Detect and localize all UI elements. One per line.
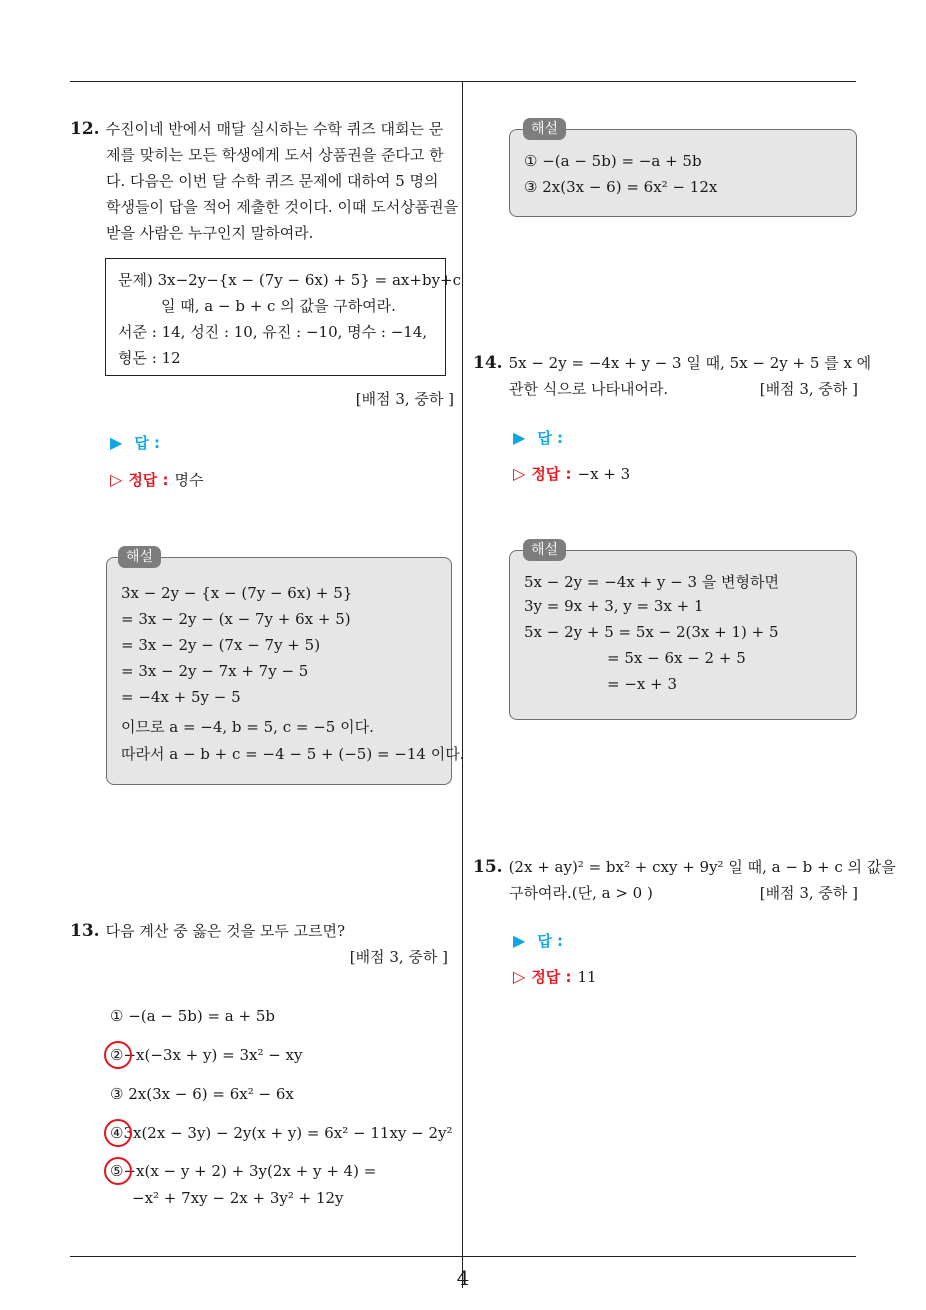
answer-label: 답 : (134, 434, 161, 452)
outline-triangle-icon: ▷ (513, 967, 526, 986)
solution-line: = 3x − 2y − (7x − 7y + 5) (121, 636, 321, 654)
choice-mark: ① (110, 1007, 124, 1025)
question-text-line: 관한 식으로 나타내어라. (509, 380, 669, 398)
correct-answer-row (110, 469, 204, 490)
answer-circle-mark (104, 1157, 132, 1185)
solution-box (106, 557, 465, 785)
choice-mark: ③ (110, 1085, 124, 1103)
choice-text: −(a − 5b) = a + 5b (128, 1007, 275, 1025)
problem-line: 서준 : 14, 성진 : 10, 유진 : −10, 명수 : −14, (118, 323, 428, 341)
solution-line: 따라서 a − b + c = −4 − 5 + (−5) = −14 이다. (121, 745, 465, 763)
question-text-line: 다음 계산 중 옳은 것을 모두 고르면? (105, 922, 346, 940)
answer-row (513, 427, 563, 448)
choice-3 (110, 1085, 294, 1103)
outline-triangle-icon: ▷ (513, 464, 526, 483)
top-rule (70, 81, 856, 82)
correct-answer-row (513, 463, 630, 484)
question-number: 14. (473, 353, 503, 373)
answer-label: 답 : (537, 429, 564, 447)
question-text-line: 받을 사람은 누구인지 말하여라. (106, 224, 314, 242)
choice-text: −x(−3x + y) = 3x² − xy (123, 1046, 303, 1064)
choice-2 (110, 1046, 303, 1064)
problem-box (105, 258, 462, 376)
choice-1 (110, 1007, 275, 1025)
question-text-line: 다. 다음은 이번 달 수학 퀴즈 문제에 대하여 5 명의 (106, 172, 439, 190)
correct-answer-label: 정답 : (531, 465, 572, 483)
question-text-line: 수진이네 반에서 매달 실시하는 수학 퀴즈 대회는 문 (105, 120, 444, 138)
outline-triangle-icon: ▷ (110, 470, 123, 489)
solution-box (509, 550, 857, 720)
choice-5 (110, 1162, 376, 1180)
solution-line: ① −(a − 5b) = −a + 5b (524, 152, 702, 170)
question-text-line: 제를 맞히는 모든 학생에게 도서 상품권을 준다고 한 (106, 146, 444, 164)
correct-answer-value: 11 (577, 968, 597, 986)
solution-line: 이므로 a = −4, b = 5, c = −5 이다. (121, 718, 374, 736)
solution-line: = −x + 3 (607, 675, 678, 693)
solution-line: 3x − 2y − {x − (7y − 6x) + 5} (121, 584, 353, 602)
solution-tag: 해설 (118, 546, 161, 568)
question-number: 15. (473, 857, 503, 877)
solution-line: 5x − 2y = −4x + y − 3 을 변형하면 (524, 573, 780, 591)
points-label: [배점 3, 중하 ] (355, 390, 454, 408)
points-label: [배점 3, 중하 ] (349, 948, 448, 966)
page-number: 4 (456, 1266, 470, 1290)
solution-line: 5x − 2y + 5 = 5x − 2(3x + 1) + 5 (524, 623, 779, 641)
answer-row (513, 930, 563, 951)
choice-text: −x(x − y + 2) + 3y(2x + y + 4) = (123, 1162, 377, 1180)
question-text-line: 구하여라.(단, a > 0 ) (509, 884, 653, 902)
solution-box (509, 129, 857, 217)
question-number: 12. (70, 119, 100, 139)
choice-mark: ④ (110, 1124, 124, 1142)
answer-label: 답 : (537, 932, 564, 950)
correct-answer-value: −x + 3 (577, 465, 631, 483)
solution-line: = 5x − 6x − 2 + 5 (607, 649, 746, 667)
choice-5-continued: −x² + 7xy − 2x + 3y² + 12y (132, 1189, 344, 1207)
play-triangle-icon: ▶ (513, 931, 526, 950)
choice-text: 2x(3x − 6) = 6x² − 6x (128, 1085, 294, 1103)
correct-answer-value: 명수 (174, 471, 204, 489)
problem-line: 문제) 3x−2y−{x − (7y − 6x) + 5} = ax+by+c (118, 271, 462, 289)
choice-text: 3x(2x − 3y) − 2y(x + y) = 6x² − 11xy − 2y² (123, 1124, 453, 1142)
answer-row (110, 432, 160, 453)
answer-circle-mark (104, 1041, 132, 1069)
answer-circle-mark (104, 1119, 132, 1147)
solution-line: ③ 2x(3x − 6) = 6x² − 12x (524, 178, 718, 196)
problem-line: 형돈 : 12 (118, 349, 181, 367)
solution-line: = 3x − 2y − (x − 7y + 6x + 5) (121, 610, 351, 628)
solution-tag: 해설 (523, 539, 566, 561)
solution-line: 3y = 9x + 3, y = 3x + 1 (524, 597, 704, 615)
question-text-line: (2x + ay)² = bx² + cxy + 9y² 일 때, a − b + c 의 값을 (508, 858, 896, 876)
choice-mark: ⑤ (110, 1162, 124, 1180)
choice-mark: ② (110, 1046, 124, 1064)
problem-line: 일 때, a − b + c 의 값을 구하여라. (161, 297, 396, 315)
solution-tag: 해설 (523, 118, 566, 140)
choice-4 (110, 1124, 453, 1142)
question-number: 13. (70, 921, 100, 941)
question-text-line: 5x − 2y = −4x + y − 3 일 때, 5x − 2y + 5 를 x 에 (508, 354, 872, 372)
solution-line: = 3x − 2y − 7x + 7y − 5 (121, 662, 309, 680)
correct-answer-label: 정답 : (531, 968, 572, 986)
question-text-line: 학생들이 답을 적어 제출한 것이다. 이때 도서상품권을 (106, 198, 459, 216)
bottom-rule (70, 1256, 856, 1257)
points-label: [배점 3, 중하 ] (759, 380, 858, 398)
solution-line: = −4x + 5y − 5 (121, 688, 241, 706)
play-triangle-icon: ▶ (110, 433, 123, 452)
play-triangle-icon: ▶ (513, 428, 526, 447)
correct-answer-label: 정답 : (128, 471, 169, 489)
points-label: [배점 3, 중하 ] (759, 884, 858, 902)
column-divider (462, 82, 463, 1288)
correct-answer-row (513, 966, 597, 987)
